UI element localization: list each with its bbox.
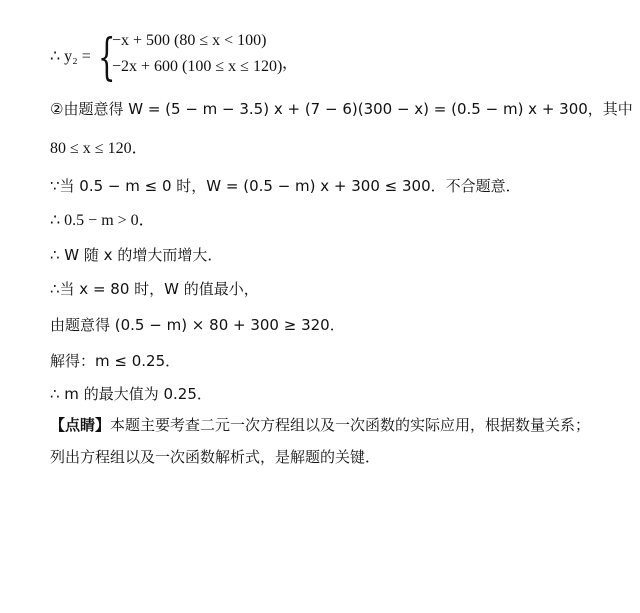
maximum-line: ∴ m 的最大值为 0.25． [50,385,212,403]
comment-line-1 [50,414,590,436]
increase-line: ∴ W 随 x 的增大而增大． [50,246,223,264]
brace-symbol: { [98,28,116,86]
comment-tag: 【点睛】 [50,416,111,434]
range-line: 80 ≤ x ≤ 120． [50,140,148,157]
inequality-line: 由题意得 (0.5 − m) × 80 + 300 ≥ 320． [50,316,345,334]
solve-line: 解得：m ≤ 0.25． [50,352,181,370]
y2-case-2: −2x + 600 (100 ≤ x ≤ 120) [112,58,283,75]
y2-case-1: −x + 500 (80 ≤ x < 100) [112,32,267,49]
y2-suffix: ， [282,55,299,72]
part2-line: ②由题意得 W = (5 − m − 3.5) x + (7 − 6)(300 − x) = (0.5 − m) x + 300，其中 [50,100,633,118]
comment-text: 本题主要考查二元一次方程组以及一次函数的实际应用，根据数量关系； [110,416,591,434]
comment-line-2: 列出方程组以及一次函数解析式，是解题的关键． [50,448,381,466]
minimum-line: ∴当 x = 80 时，W 的值最小， [50,280,259,298]
positive-line: ∴ 0.5 − m > 0． [50,212,155,229]
when-negative-line: ∵当 0.5 − m ≤ 0 时，W = (0.5 − m) x + 300 ≤ 300．不合题意． [50,177,521,195]
y2-prefix: ∴ y₂ = [50,48,91,65]
